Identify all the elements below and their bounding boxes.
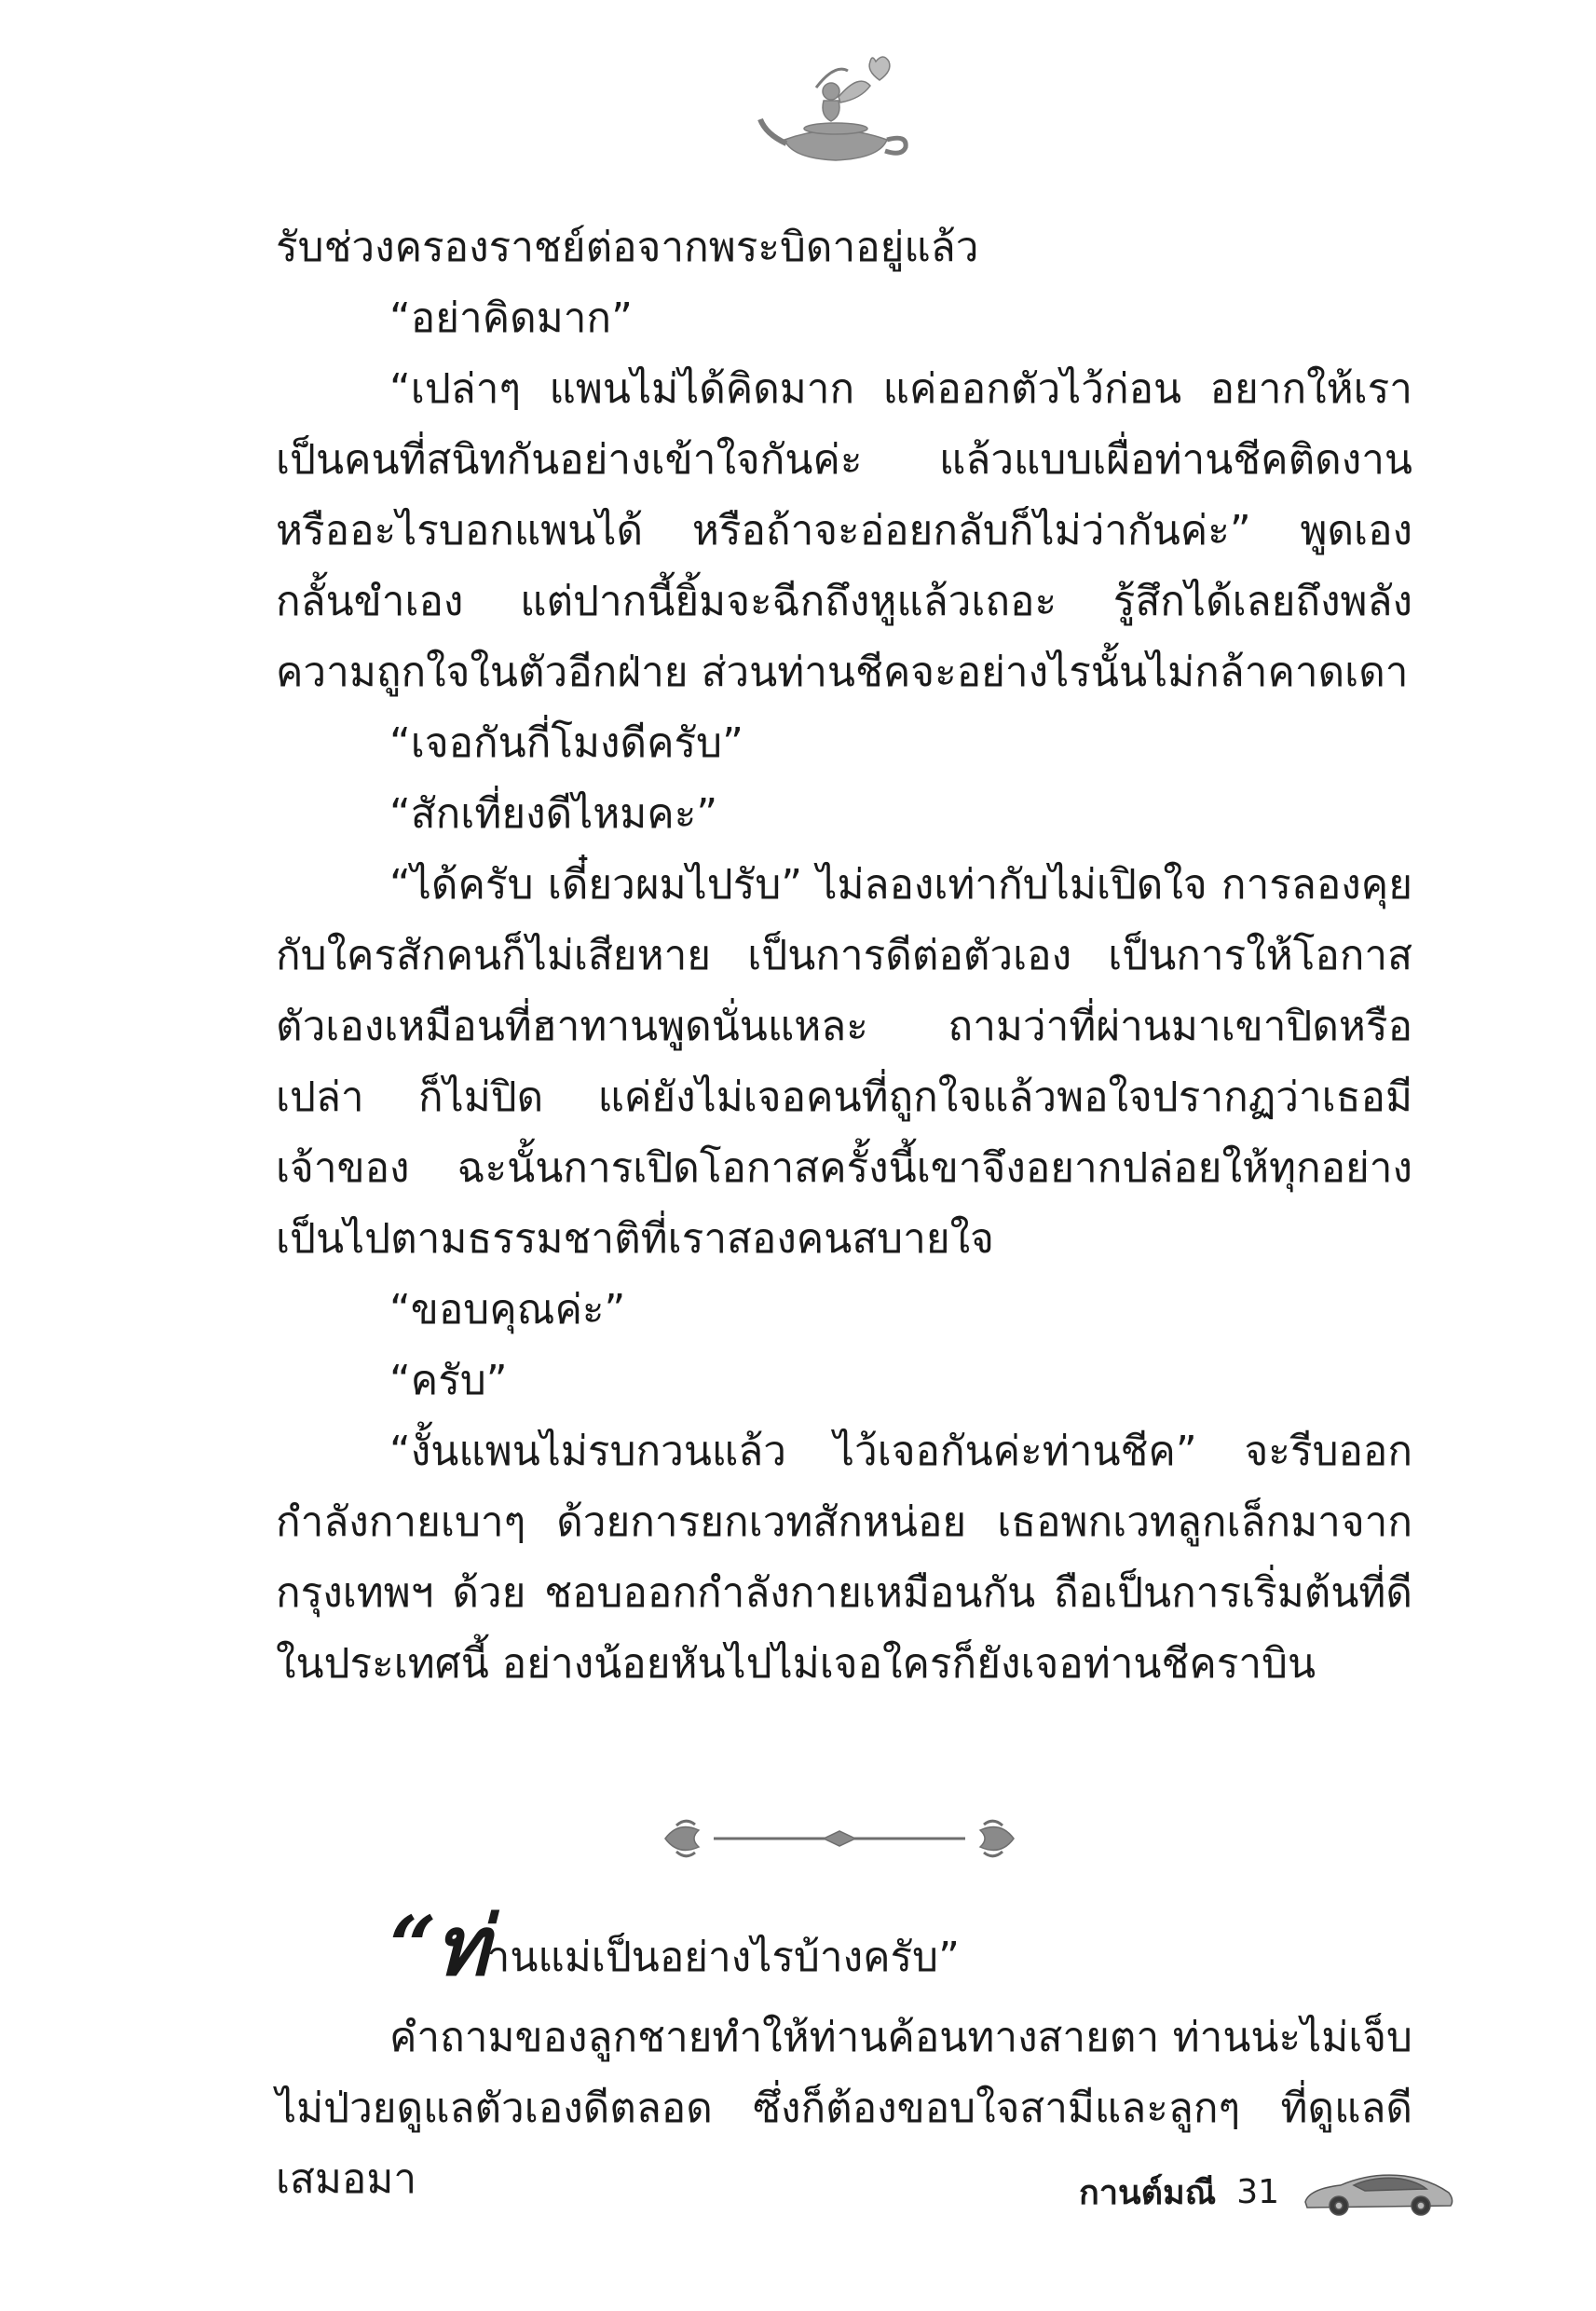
- page-number: 31: [1236, 2172, 1279, 2211]
- paragraph: “อย่าคิดมาก”: [389, 294, 633, 342]
- main-text: [276, 212, 1412, 1700]
- paragraph: “ขอบคุณค่ะ”: [389, 1286, 626, 1333]
- sports-car-icon: [1300, 2165, 1458, 2219]
- drop-cap: “ท่: [389, 1897, 487, 1994]
- paragraph: “เปล่าๆ แพนไม่ได้คิดมาก แค่ออกตัวไว้ก่อน อยากให้เราเป็นคนที่สนิทกันอย่างเข้าใจกันค่ะ แล้วแบบเผื่อท่านชีคติดงานหรืออะไรบอกแพนได้ หรือถ้าจะอ่อยกลับก็ไม่ว่ากันค่ะ” พูดเองกลั้นขำเอง แต่ปากนี้ยิ้มจะฉีกถึงหูแล้วเถอะ รู้สึกได้เลยถึงพลังความถูกใจในตัวอีกฝ่าย ส่วนท่านชีคจะอย่างไรนั้นไม่กล้าคาดเดา: [276, 365, 1412, 696]
- footer-author: กานต์มณี: [1079, 2173, 1217, 2212]
- paragraph: รับช่วงครองราชย์ต่อจากพระบิดาอยู่แล้ว: [276, 224, 979, 271]
- paragraph: “เจอกันกี่โมงดีครับ”: [389, 719, 743, 767]
- paragraph: “ครับ”: [389, 1357, 508, 1404]
- paragraph: “งั้นแพนไม่รบกวนแล้ว ไว้เจอกันค่ะท่านชีค” จะรีบออกกำลังกายเบาๆ ด้วยการยกเวทสักหน่อย เธอพกเวทลูกเล็กมาจากกรุงเทพฯ ด้วย ชอบออกกำลังกายเหมือนกัน ถือเป็นการเริ่มต้นที่ดีในประเทศนี้ อย่างน้อยหันไปไม่เจอใครก็ยังเจอท่านชีคราบิน: [276, 1428, 1412, 1688]
- chapter-paragraph: คำถามของลูกชายทำให้ท่านค้อนทางสายตา ท่านน่ะไม่เจ็บไม่ป่วยดูแลตัวเองดีตลอด ซึ่งก็ต้องขอบใจสามีและลูกๆ ที่ดูแลดีเสมอมา: [276, 2014, 1412, 2203]
- paragraph: “สักเที่ยงดีไหมคะ”: [389, 790, 718, 838]
- paragraph: “ได้ครับ เดี๋ยวผมไปรับ” ไม่ลองเท่ากับไม่เปิดใจ การลองคุยกับใครสักคนก็ไม่เสียหาย เป็นการดีต่อตัวเอง เป็นการให้โอกาสตัวเองเหมือนที่ฮาทานพูดนั่นแหละ ถามว่าที่ผ่านมาเขาปิดหรือเปล่า ก็ไม่ปิด แค่ยังไม่เจอคนที่ถูกใจแล้วพอใจปรากฏว่าเธอมีเจ้าของ ฉะนั้นการเปิดโอกาสครั้งนี้เขาจึงอยากปล่อยให้ทุกอย่างเป็นไปตามธรรมชาติที่เราสองคนสบายใจ: [276, 861, 1412, 1263]
- page-footer: [1079, 2164, 1458, 2220]
- chapter-first-line-text: านแม่เป็นอย่างไรบ้างครับ”: [486, 1934, 960, 1981]
- ornament-divider-icon: [658, 1817, 1021, 1860]
- cupid-teapot-icon: [757, 54, 915, 166]
- chapter-first-line: [276, 1897, 1412, 2003]
